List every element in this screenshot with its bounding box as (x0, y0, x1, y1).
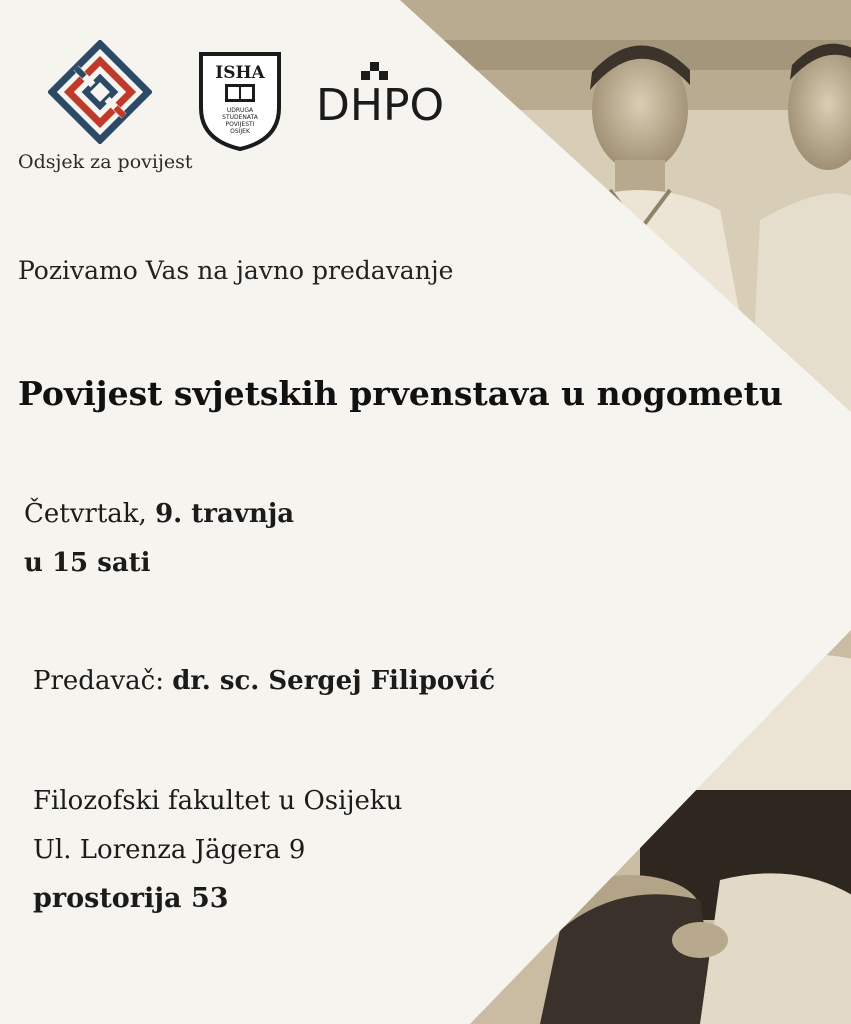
dhpo-logo (314, 60, 464, 126)
isha-subtitle-4: OSIJEK (230, 128, 250, 135)
lecture-title: Povijest svjetskih prvenstava u nogometu (18, 374, 783, 413)
lecture-day: Četvrtak, (24, 499, 147, 529)
lecturer-name: dr. sc. Sergej Filipović (172, 666, 496, 696)
dhpo-text: DHPO (316, 80, 445, 126)
venue-room: prostorija 53 (33, 883, 229, 914)
isha-logo (197, 48, 283, 152)
venue-address: Ul. Lorenza Jägera 9 (33, 835, 306, 865)
lecturer (33, 666, 495, 696)
isha-subtitle-3: POVIJESTI (225, 121, 255, 128)
isha-acronym: ISHA (215, 63, 265, 83)
venue-institution: Filozofski fakultet u Osijeku (33, 786, 403, 816)
department-logo (48, 40, 152, 144)
lecture-time: u 15 sati (24, 548, 151, 578)
department-name: Odsjek za povijest (18, 151, 193, 173)
isha-subtitle-2: STUDENATA (222, 114, 258, 121)
lecture-date-value: 9. travnja (155, 499, 295, 529)
lecturer-label: Predavač: (33, 666, 164, 696)
invitation-text: Pozivamo Vas na javno predavanje (18, 256, 454, 285)
isha-subtitle-1: UDRUGA (226, 107, 254, 114)
lecture-date (24, 499, 294, 529)
